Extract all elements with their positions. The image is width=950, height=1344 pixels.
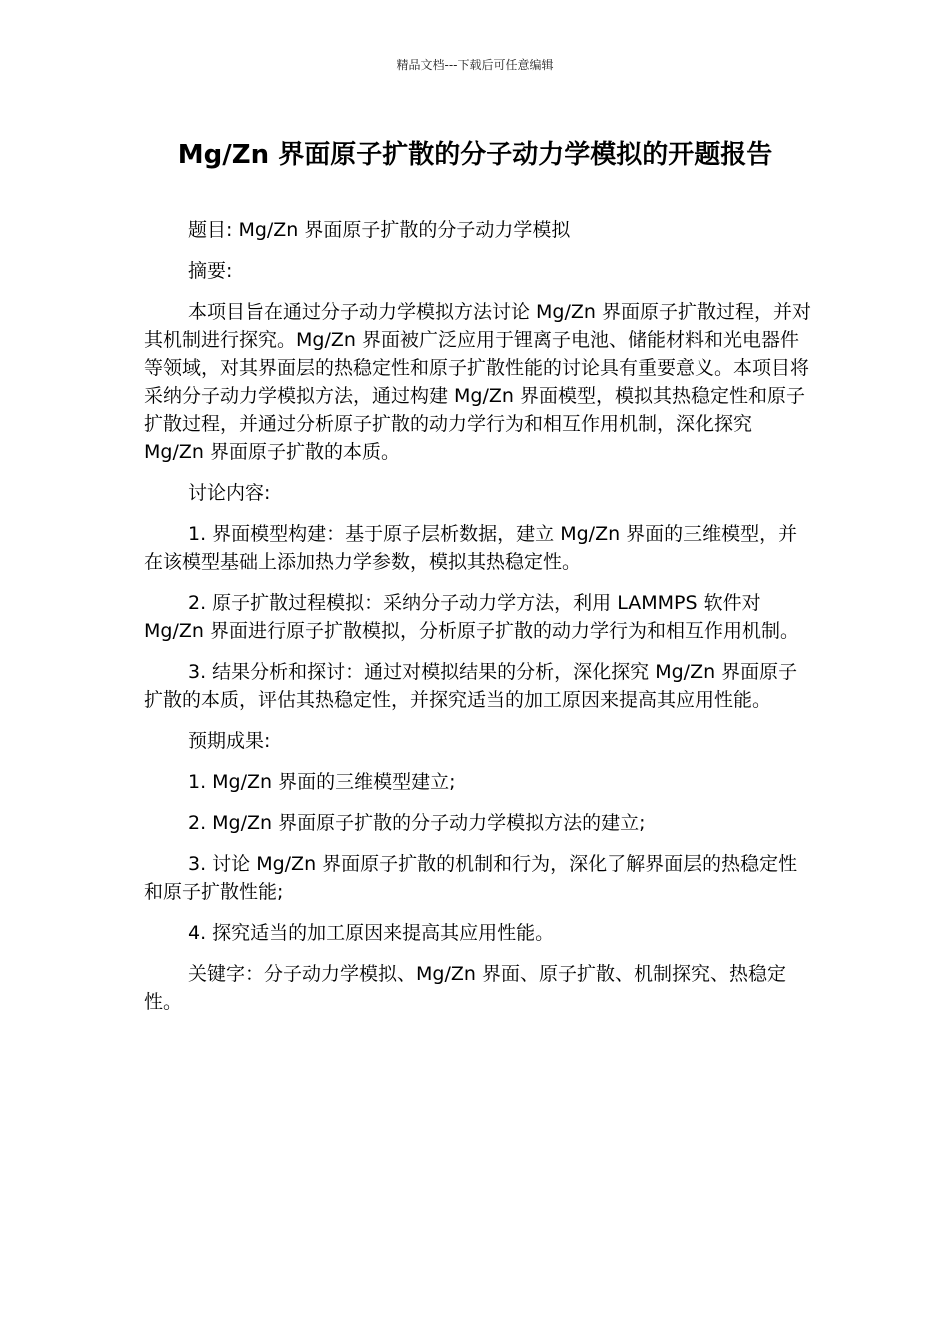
abstract-paragraph: 本项目旨在通过分子动力学模拟方法讨论 Mg/Zn 界面原子扩散过程，并对其机制进行探究。Mg/Zn 界面被广泛应用于锂离子电池、储能材料和光电器件等领域，对其界面层的热稳定性和原子扩散性能的讨论具有重要意义。本项目将采纳分子动力学模拟方法，通过构建 Mg/Zn 界面模型，模拟其热稳定性和原子扩散过程，并通过分析原子扩散的动力学行为和相互作用机制，深化探究 Mg/Zn 界面原子扩散的本质。 (144, 301, 811, 463)
research-item: 2. 原子扩散过程模拟：采纳分子动力学方法，利用 LAMMPS 软件对 Mg/Zn 界面进行原子扩散模拟，分析原子扩散的动力学行为和相互作用机制。 (144, 592, 799, 642)
research-item: 3. 结果分析和探讨：通过对模拟结果的分析，深化探究 Mg/Zn 界面原子扩散的本质，评估其热稳定性，并探究适当的加工原因来提高其应用性能。 (144, 661, 798, 711)
results-item: 1. Mg/Zn 界面的三维模型建立; (188, 771, 456, 793)
results-item: 2. Mg/Zn 界面原子扩散的分子动力学模拟方法的建立; (188, 812, 646, 834)
header-note: 精品文档---下载后可任意编辑 (396, 58, 554, 72)
research-label: 讨论内容: (188, 482, 271, 504)
topic-paragraph: 题目: Mg/Zn 界面原子扩散的分子动力学模拟 (188, 219, 571, 241)
document-body (144, 216, 812, 1029)
results-item: 4. 探究适当的加工原因来提高其应用性能。 (188, 922, 555, 944)
results-item: 3. 讨论 Mg/Zn 界面原子扩散的机制和行为，深化了解界面层的热稳定性和原子扩散性能; (144, 853, 798, 903)
document-title: Mg/Zn 界面原子扩散的分子动力学模拟的开题报告 (177, 140, 773, 170)
abstract-label: 摘要: (188, 260, 233, 282)
research-item: 1. 界面模型构建：基于原子层析数据，建立 Mg/Zn 界面的三维模型，并在该模型基础上添加热力学参数，模拟其热稳定性。 (144, 523, 798, 573)
keywords-paragraph: 关键字：分子动力学模拟、Mg/Zn 界面、原子扩散、机制探究、热稳定性。 (144, 963, 786, 1013)
results-label: 预期成果: (188, 730, 271, 752)
